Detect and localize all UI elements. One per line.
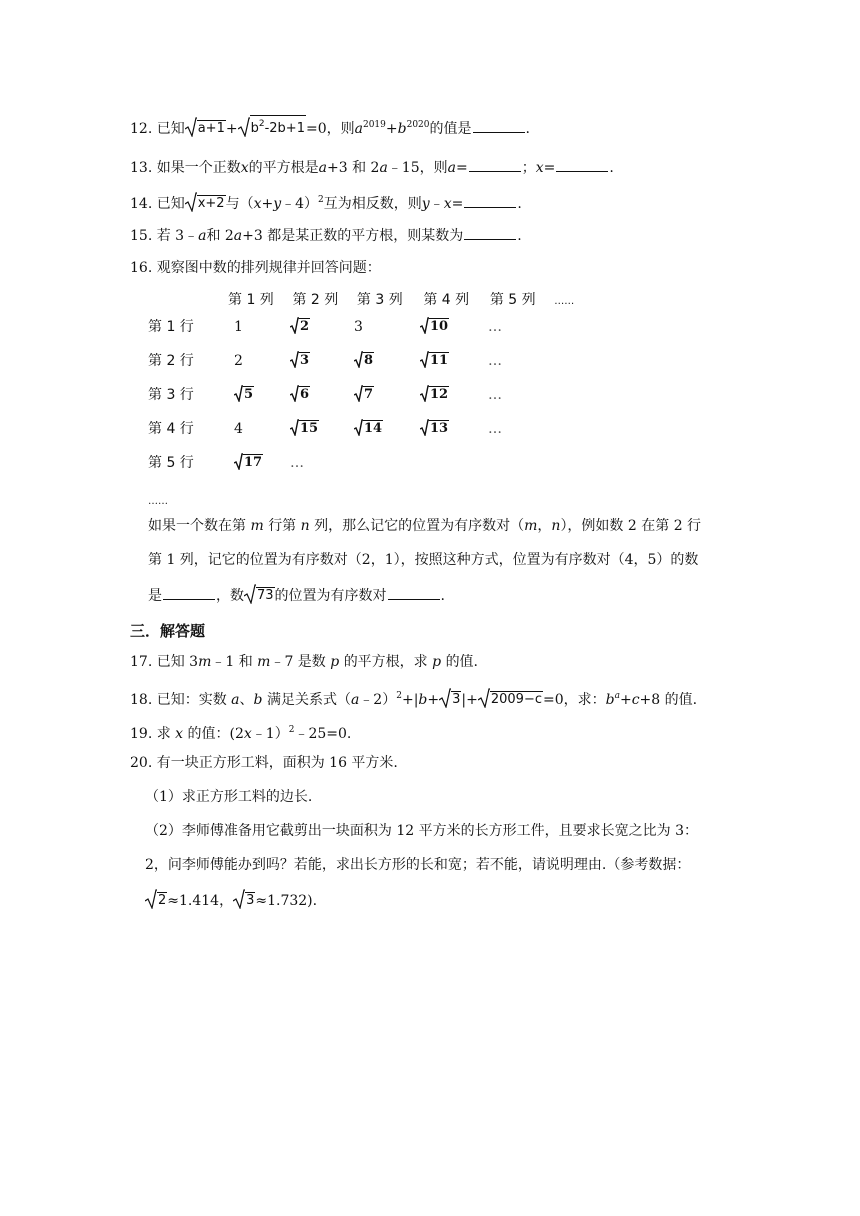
sqrt-expression: x+2 [185, 192, 226, 212]
question-17: 17. 已知 3m﹣1 和 m﹣7 是数 p 的平方根，求 p 的值. [130, 654, 479, 670]
answer-blank[interactable] [473, 118, 525, 133]
q16-paragraph-line3: 是 ，数 73 的位置为有序数对 . [148, 584, 445, 606]
question-14: 14. 已知 x+2 与（x+y﹣4）$^2$互为相反数，则y﹣x= . [130, 190, 522, 214]
row-label: 第 2 行 [148, 353, 194, 369]
column-header: 第 1 列 [228, 292, 274, 308]
section-heading: 三．解答题 [130, 622, 206, 640]
question-number: 17. [130, 654, 153, 670]
grid-cell: … [488, 319, 502, 335]
grid-cell: … [488, 387, 502, 403]
answer-blank[interactable] [556, 157, 608, 172]
question-20: 20. 有一块正方形工料，面积为 16 平方米. [130, 755, 398, 771]
column-header: 第 2 列 [292, 292, 339, 308]
question-20-part-1: （1）求正方形工料的边长. [145, 789, 313, 805]
answer-blank[interactable] [464, 193, 516, 208]
grid-cell: 10 [420, 317, 449, 340]
grid-cell: 3 [354, 319, 363, 335]
question-number: 14. [130, 196, 153, 212]
question-number: 12. [130, 121, 153, 137]
question-number: 18. [130, 692, 153, 708]
question-16: 16. 观察图中数的排列规律并回答问题： [130, 260, 381, 276]
grid-cell: 2 [290, 317, 310, 340]
question-number: 13. [130, 160, 153, 176]
sqrt-expression: 3 [439, 688, 461, 708]
row-label: 第 5 行 [148, 455, 194, 471]
grid-cell: 7 [354, 385, 374, 408]
question-20-part-2-line2: 2，问李师傅能办到吗？若能，求出长方形的长和宽；若不能，请说明理由.（参考数据： [145, 857, 691, 873]
grid-cell: 1 [234, 319, 243, 335]
question-20-part-2-line1: （2）李师傅准备用它截剪出一块面积为 12 平方米的长方形工件，且要求长宽之比为 3： [145, 823, 698, 839]
column-header: 第 5 列 [489, 292, 536, 308]
sqrt-expression: 73 [244, 584, 275, 604]
row-label: 第 1 行 [148, 319, 194, 335]
grid-cell: 15 [290, 419, 319, 442]
question-19: 19. 求 x 的值：(2x﹣1）$^2$﹣25=0. [130, 725, 352, 742]
q16-paragraph-line1: 如果一个数在第 m 行第 n 列，那么记它的位置为有序数对（m，n），例如数 2 在第 2 行 [148, 518, 702, 534]
grid-cell: 12 [420, 385, 449, 408]
sqrt-expression: 2009−c [478, 688, 543, 708]
grid-cell: 11 [420, 351, 449, 374]
column-header: 第 4 列 [423, 292, 470, 308]
sqrt-expression: a+1 [185, 117, 226, 137]
grid-cell: 17 [234, 453, 263, 476]
grid-cell: … [488, 353, 502, 369]
question-number: 15. [130, 228, 153, 244]
sqrt-expression: $b^2-2b+1$ [238, 115, 306, 137]
answer-blank[interactable] [469, 157, 521, 172]
answer-blank[interactable] [388, 585, 440, 600]
row-label: 第 3 行 [148, 387, 194, 403]
grid-cell: 5 [234, 385, 254, 408]
question-20-part-2-line3: 2 ≈1.414， 3 ≈1.732). [145, 889, 317, 911]
grid-cell: 8 [354, 351, 374, 374]
number-grid [148, 317, 548, 492]
grid-cell: 4 [234, 421, 243, 437]
question-12: 12. 已知 a+1 + $b^2-2b+1$ =0，则$a^{2019}+b^{2020}$的值是 . [130, 115, 530, 139]
grid-cell: 6 [290, 385, 310, 408]
sqrt-expression: 2 [145, 889, 167, 909]
question-15: 15. 若 3﹣a和 2a+3 都是某正数的平方根，则某数为 . [130, 225, 522, 246]
question-18: 18. 已知：实数 a、b 满足关系式（a﹣2）$^2$+|b+ 3 |+ 2009−c =0，求：$b^a+c+8$ 的值. [130, 686, 697, 710]
grid-cell: 3 [290, 351, 310, 374]
question-13: 13. 如果一个正数x的平方根是a+3 和 2a﹣15，则a= ；x= . [130, 157, 614, 178]
answer-blank[interactable] [464, 225, 516, 240]
grid-cell: … [488, 421, 502, 437]
question-number: 19. [130, 726, 153, 742]
grid-header [228, 290, 574, 312]
grid-cell: … [290, 455, 304, 471]
grid-tail-ellipsis: …… [148, 496, 168, 507]
q16-paragraph-line2: 第 1 列，记它的位置为有序数对（2，1），按照这种方式，位置为有序数对（4，5）的数 [148, 552, 699, 568]
header-ellipsis: …… [554, 296, 575, 307]
grid-cell: 2 [234, 353, 243, 369]
answer-blank[interactable] [163, 585, 215, 600]
column-header: 第 3 列 [356, 292, 403, 308]
question-number: 16. [130, 260, 153, 276]
row-label: 第 4 行 [148, 421, 194, 437]
grid-cell: 14 [354, 419, 383, 442]
question-number: 20. [130, 755, 153, 771]
grid-cell: 13 [420, 419, 449, 442]
sqrt-expression: 3 [233, 889, 255, 909]
